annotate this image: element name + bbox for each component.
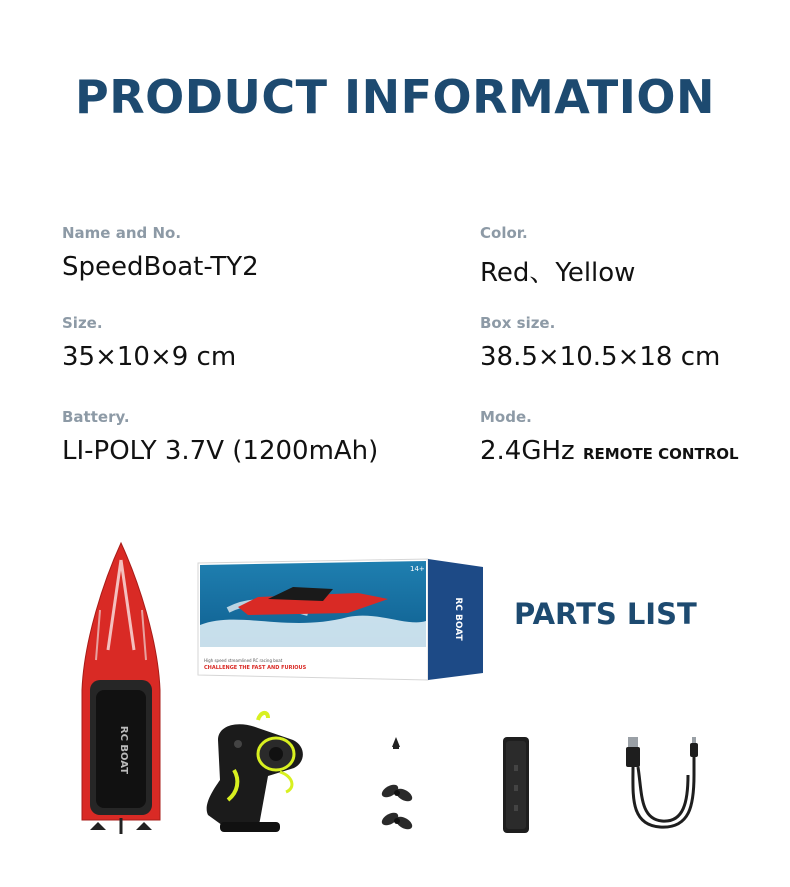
spec-size [62, 314, 236, 372]
spec-label: Size. [62, 314, 103, 332]
spec-value-main: 2.4GHz [480, 436, 575, 466]
spec-mode [480, 408, 739, 466]
spec-box-size [480, 314, 720, 372]
box-age-text: 14+ [410, 565, 425, 573]
remote-controller-image [198, 710, 313, 838]
spec-value: SpeedBoat-TY2 [62, 252, 259, 282]
spec-battery [62, 408, 378, 466]
usb-cable-image [620, 735, 710, 835]
spec-label: Color. [480, 224, 528, 242]
parts-list-title: PARTS LIST [514, 597, 697, 631]
spec-value-small: REMOTE CONTROL [582, 445, 739, 463]
spec-name [62, 224, 259, 282]
box-slogan-text: CHALLENGE THE FAST AND FURIOUS [204, 665, 307, 671]
boat-deck-text: RC BOAT [118, 725, 129, 775]
boat-image [78, 540, 164, 836]
spec-value: Red、Yellow [480, 258, 636, 288]
spec-label: Name and No. [62, 224, 182, 242]
spec-color [480, 224, 635, 289]
box-side-text: RC BOAT [453, 597, 463, 641]
battery-image [500, 735, 532, 835]
page-title: PRODUCT INFORMATION [75, 70, 715, 124]
spec-label: Battery. [62, 408, 130, 426]
spec-value: LI-POLY 3.7V (1200mAh) [62, 436, 379, 466]
spec-value: 35×10×9 cm [62, 342, 237, 372]
product-box-image [198, 555, 483, 680]
spec-value [480, 436, 739, 466]
spec-label: Box size. [480, 314, 556, 332]
box-tag-text: High speed streamlined RC racing boat [204, 658, 283, 663]
propellers-image [378, 735, 418, 835]
spec-value: 38.5×10.5×18 cm [480, 342, 721, 372]
spec-label: Mode. [480, 408, 532, 426]
